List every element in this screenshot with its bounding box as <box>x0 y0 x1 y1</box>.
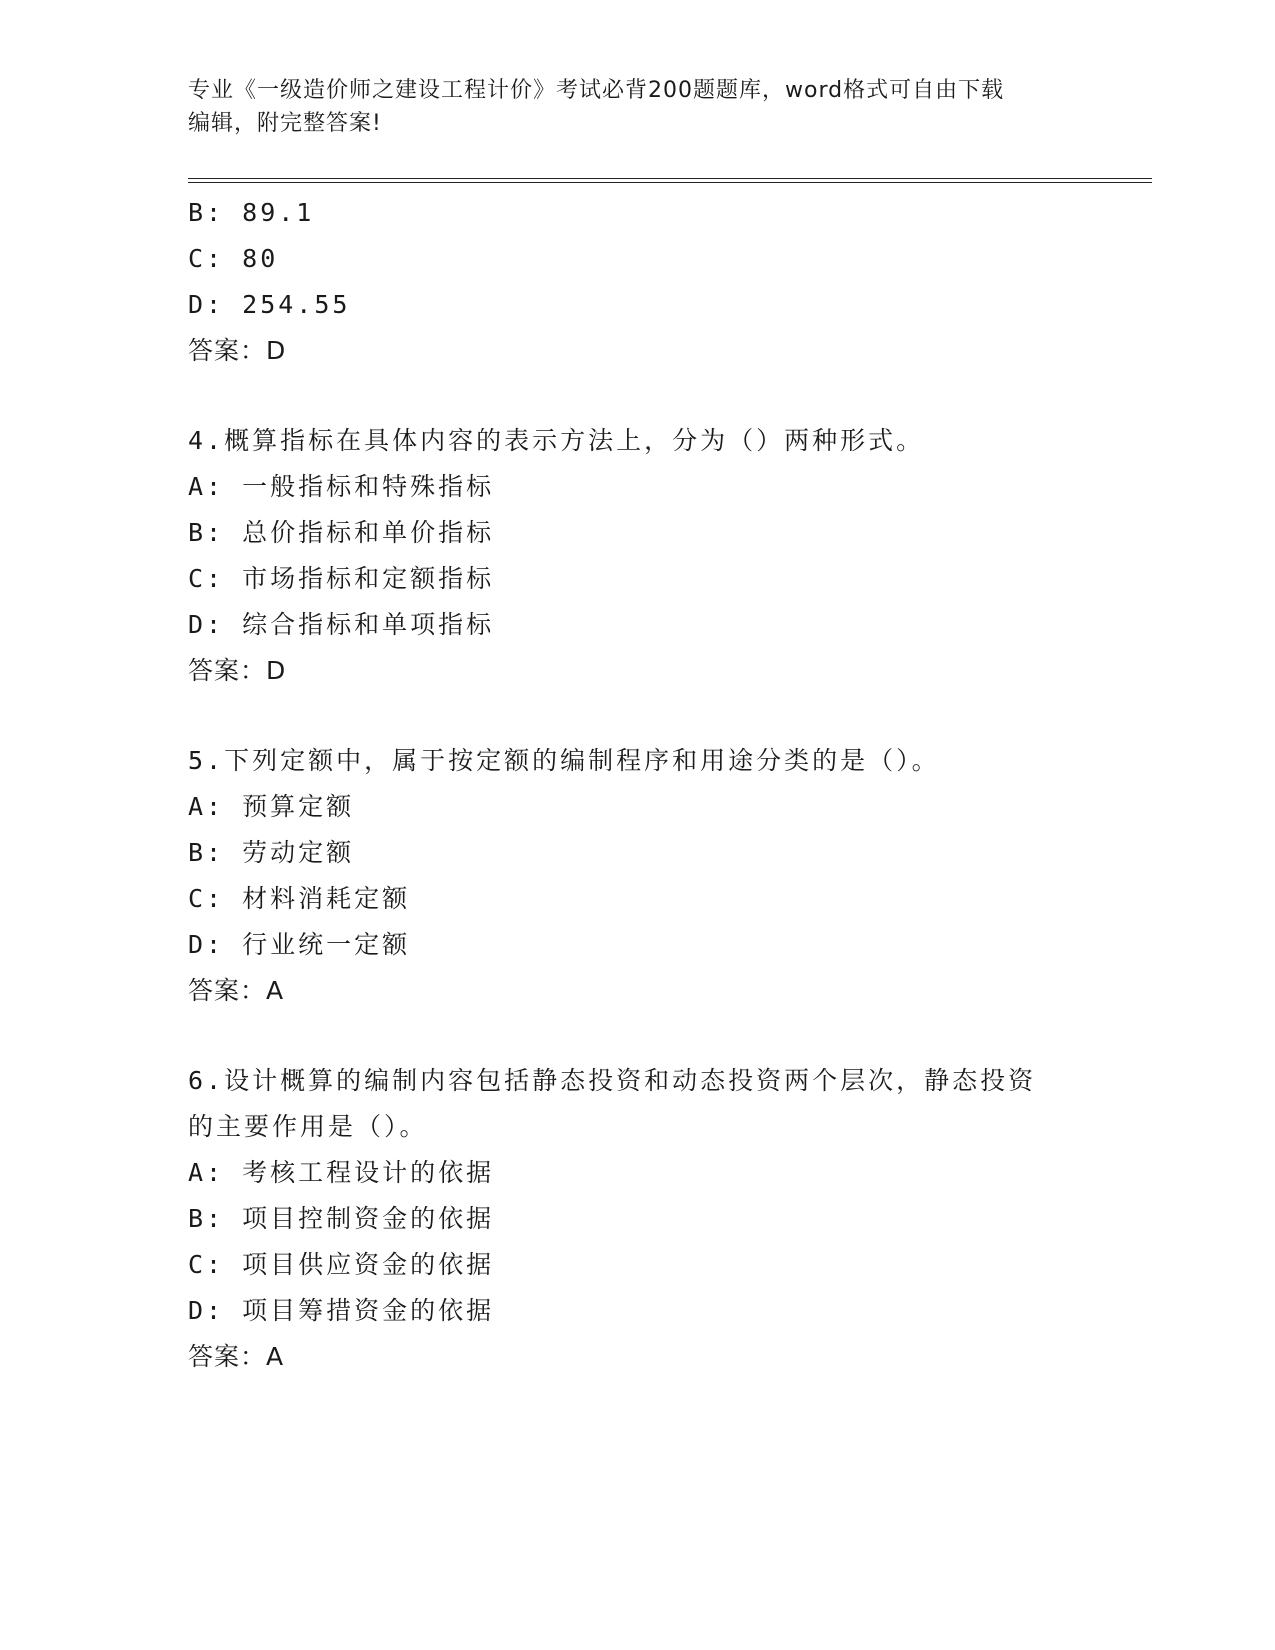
header-line-1: 专业《一级造价师之建设工程计价》考试必背200题题库，word格式可自由下载 <box>188 78 1005 103</box>
header-line-2: 编辑，附完整答案! <box>188 111 382 136</box>
q3-option-c: C: 80 <box>188 244 279 273</box>
q6-question-line-2: 的主要作用是（）。 <box>188 1112 428 1141</box>
q4-question: 4.概算指标在具体内容的表示方法上，分为（）两种形式。 <box>188 426 925 455</box>
question-6 <box>188 1058 1088 1380</box>
q3-answer: 答案：D <box>188 336 287 365</box>
q6-question-line-1: 6.设计概算的编制内容包括静态投资和动态投资两个层次，静态投资 <box>188 1066 1037 1095</box>
header-divider-bottom <box>188 182 1152 183</box>
q5-question: 5.下列定额中，属于按定额的编制程序和用途分类的是（）。 <box>188 746 940 775</box>
q5-option-c: C: 材料消耗定额 <box>188 884 411 913</box>
question-4 <box>188 418 1088 694</box>
q4-option-d: D: 综合指标和单项指标 <box>188 610 495 639</box>
q5-answer: 答案：A <box>188 976 285 1005</box>
q4-option-b: B: 总价指标和单价指标 <box>188 518 495 547</box>
q4-option-a: A: 一般指标和特殊指标 <box>188 472 495 501</box>
q6-answer: 答案：A <box>188 1342 285 1371</box>
q5-option-a: A: 预算定额 <box>188 792 355 821</box>
q4-answer: 答案：D <box>188 656 287 685</box>
document-body <box>188 190 1088 1380</box>
q5-option-b: B: 劳动定额 <box>188 838 355 867</box>
page-header <box>188 74 1068 140</box>
q6-option-a: A: 考核工程设计的依据 <box>188 1158 495 1187</box>
q4-option-c: C: 市场指标和定额指标 <box>188 564 495 593</box>
q3-option-d: D: 254.55 <box>188 290 351 319</box>
q5-option-d: D: 行业统一定额 <box>188 930 411 959</box>
question-3 <box>188 190 1088 374</box>
question-5 <box>188 738 1088 1014</box>
header-divider-top <box>188 178 1152 179</box>
q6-option-c: C: 项目供应资金的依据 <box>188 1250 495 1279</box>
q6-option-b: B: 项目控制资金的依据 <box>188 1204 495 1233</box>
q6-option-d: D: 项目筹措资金的依据 <box>188 1296 495 1325</box>
q3-option-b: B: 89.1 <box>188 198 315 227</box>
